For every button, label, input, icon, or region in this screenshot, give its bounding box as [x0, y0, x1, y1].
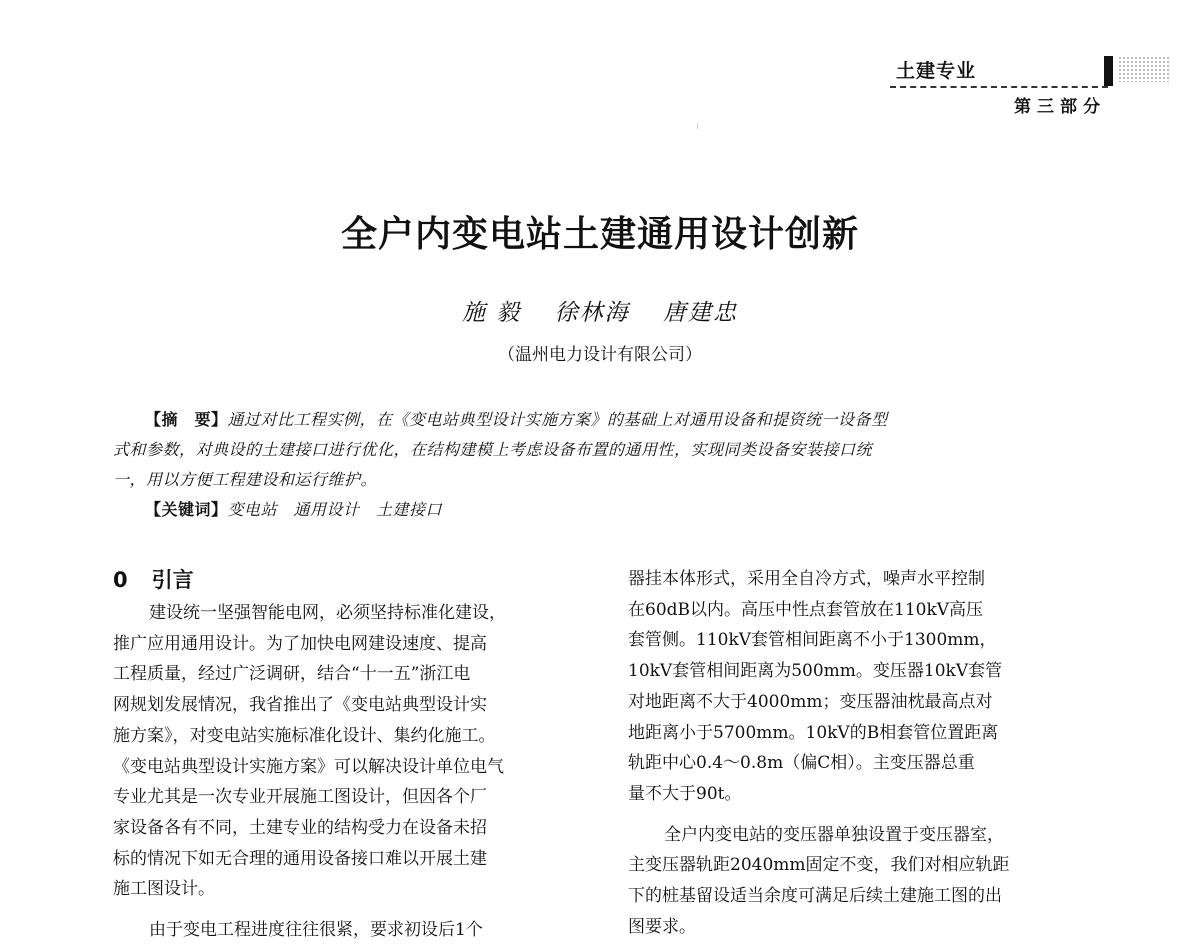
section-title: 引言	[151, 568, 194, 592]
body-line: 施工图设计。	[113, 879, 215, 900]
keywords-text: 变电站 通用设计 土建接口	[227, 500, 443, 519]
abstract-block	[113, 405, 1108, 525]
body-line: 标的情况下如无合理的通用设备接口难以开展土建	[113, 848, 487, 869]
body-line: 主变压器轨距2040mm固定不变，我们对相应轨距	[628, 855, 1010, 876]
body-line: 网规划发展情况，我省推出了《变电站典型设计实	[113, 695, 487, 716]
paragraph-gap	[628, 810, 1100, 820]
paragraph-gap	[113, 905, 585, 915]
body-line: 对地距离不大于4000mm；变压器油枕最高点对	[628, 691, 993, 712]
body-line: 量不大于90t。	[628, 783, 742, 804]
body-line: 器挂本体形式，采用全自冷方式，噪声水平控制	[628, 569, 985, 589]
body-line: 下的桩基留设适当余度可满足后续土建施工图的出	[628, 886, 1002, 907]
header-texture-decoration	[1118, 56, 1170, 82]
body-line: 家设备各有不同，土建专业的结构受力在设备未招	[113, 817, 487, 838]
scan-mark	[697, 123, 698, 129]
right-column	[628, 564, 1100, 942]
body-line: 轨距中心0.4～0.8m（偏C相）。主变压器总重	[628, 753, 975, 774]
abstract-text: 通过对比工程实例，在《变电站典型设计实施方案》的基础上对通用设备和提资统一设备型	[227, 410, 888, 429]
author-name: 徐林海	[554, 300, 630, 326]
body-line: 专业尤其是一次专业开展施工图设计，但因各个厂	[113, 787, 487, 808]
affiliation: （温州电力设计有限公司）	[498, 345, 702, 365]
body-line: 地距离小于5700mm。10kV的B相套管位置距离	[628, 722, 999, 743]
abstract-label: 【摘 要】	[145, 410, 228, 429]
left-column	[113, 564, 585, 946]
running-header	[890, 56, 1112, 117]
author-name: 唐建忠	[662, 300, 738, 326]
abstract-line: 式和参数，对典设的土建接口进行优化，在结构建模上考虑设备布置的通用性，实现同类设备安装接口统	[113, 440, 873, 459]
body-line: 10kV套管相间距离为500mm。变压器10kV套管	[628, 661, 1003, 682]
body-line: 推广应用通用设计。为了加快电网建设速度、提高	[113, 633, 487, 654]
part-label: 第三部分	[1014, 97, 1106, 117]
body-line: 施方案》，对变电站实施标准化设计、集约化施工。	[113, 725, 496, 746]
header-bar-decoration	[1104, 56, 1113, 86]
body-line: 套管侧。110kV套管相间距离不小于1300mm，	[628, 630, 997, 651]
paper-title: 全户内变电站土建通用设计创新	[340, 213, 859, 255]
keywords-line	[113, 495, 1108, 525]
section-tag: 土建专业	[896, 60, 977, 82]
body-line: 《变电站典型设计实施方案》可以解决设计单位电气	[113, 756, 504, 777]
body-line: 建设统一坚强智能电网，必须坚持标准化建设，	[149, 603, 506, 623]
authors	[0, 294, 1200, 327]
abstract-line: 一，用以方便工程建设和运行维护。	[113, 470, 378, 489]
section-number: 0	[113, 568, 128, 592]
abstract-line	[113, 405, 1108, 435]
header-divider	[890, 86, 1108, 88]
author-name: 施 毅	[462, 300, 522, 326]
body-line: 全户内变电站的变压器单独设置于变压器室，	[664, 824, 1004, 845]
section-heading	[113, 564, 585, 596]
body-line: 在60dB以内。高压中性点套管放在110kV高压	[628, 599, 984, 620]
body-line: 图要求。	[628, 916, 696, 937]
body-line: 工程质量，经过广泛调研，结合“十一五”浙江电	[113, 664, 471, 685]
keywords-label: 【关键词】	[145, 500, 228, 519]
body-line: 由于变电工程进度往往很紧，要求初设后1个	[149, 920, 483, 941]
